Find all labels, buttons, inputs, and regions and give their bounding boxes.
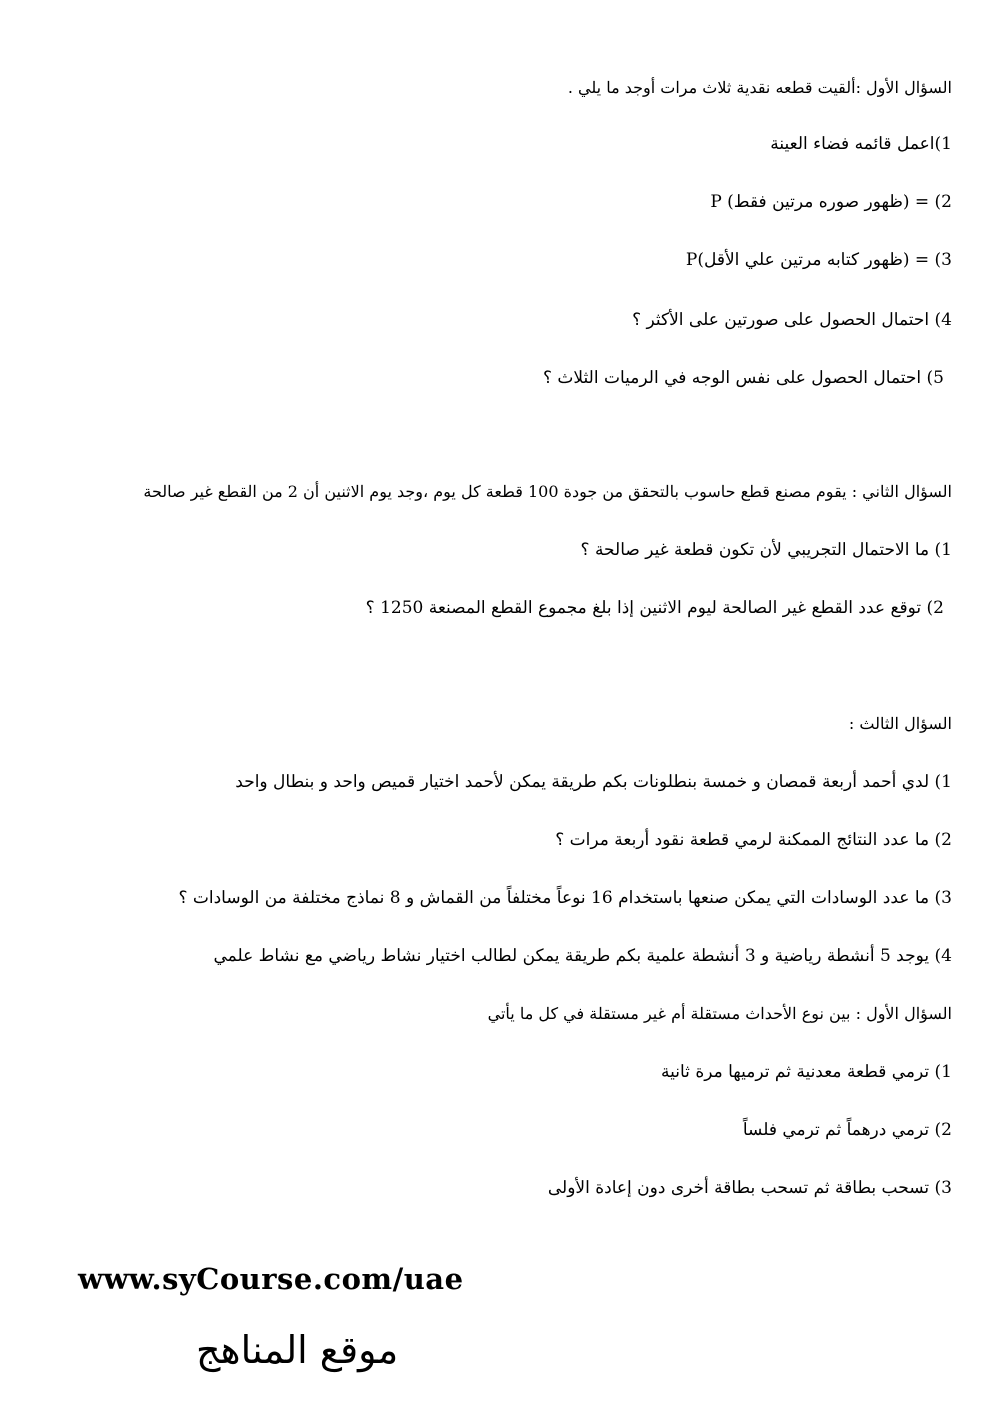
q2-heading: السؤال الثاني : يقوم مصنع قطع حاسوب بالتحقق من جودة 100 قطعة كل يوم ،وجد يوم الاثنين أن 2 من القطع غير صالحة	[143, 482, 952, 501]
q3-item-3: 3) ما عدد الوسادات التي يمكن صنعها باستخدام 16 نوعاً مختلفاً من القماش و 8 نماذج مختلفة من الوسادات ؟	[178, 888, 952, 908]
q4-item-3: 3) تسحب بطاقة ثم تسحب بطاقة أخرى دون إعادة الأولى	[547, 1178, 952, 1198]
q1-item-2: 2) = (ظهور صوره مرتين فقط) P	[710, 192, 952, 212]
q3-item-2: 2) ما عدد النتائج الممكنة لرمي قطعة نقود أربعة مرات ؟	[555, 830, 952, 850]
q1-item-3: 3) = (ظهور كتابه مرتين علي الأقل)P	[685, 250, 952, 270]
q1-item-5: 5) احتمال الحصول على نفس الوجه في الرميات الثلاث ؟	[542, 368, 944, 388]
q3-item-1: 1) لدي أحمد أربعة قمصان و خمسة بنطلونات بكم طريقة يمكن لأحمد اختيار قميص واحد و بنطال واحد	[235, 772, 952, 792]
q3-heading: السؤال الثالث :	[848, 714, 952, 733]
q1-heading: السؤال الأول :ألقيت قطعه نقدية ثلاث مرات أوجد ما يلي .	[567, 78, 952, 97]
q4-item-1: 1) ترمي قطعة معدنية ثم ترميها مرة ثانية	[661, 1062, 952, 1082]
q2-item-2: 2) توقع عدد القطع غير الصالحة ليوم الاثنين إذا بلغ مجموع القطع المصنعة 1250 ؟	[365, 598, 944, 618]
q1-item-4: 4) احتمال الحصول على صورتين على الأكثر ؟	[632, 310, 952, 330]
site-name: موقع المناهج	[196, 1328, 399, 1372]
q4-item-2: 2) ترمي درهماً ثم ترمي فلساً	[742, 1120, 952, 1140]
q4-heading: السؤال الأول : بين نوع الأحداث مستقلة أم غير مستقلة في كل ما يأتي	[487, 1004, 952, 1023]
q1-item-1: 1)اعمل قائمه فضاء العينة	[770, 134, 952, 154]
q2-item-1: 1) ما الاحتمال التجريبي لأن تكون قطعة غير صالحة ؟	[580, 540, 952, 560]
site-url: www.syCourse.com/uae	[78, 1262, 464, 1296]
q3-item-4: 4) يوجد 5 أنشطة رياضية و 3 أنشطة علمية بكم طريقة يمكن لطالب اختيار نشاط رياضي مع نشاط علمي	[213, 946, 952, 966]
